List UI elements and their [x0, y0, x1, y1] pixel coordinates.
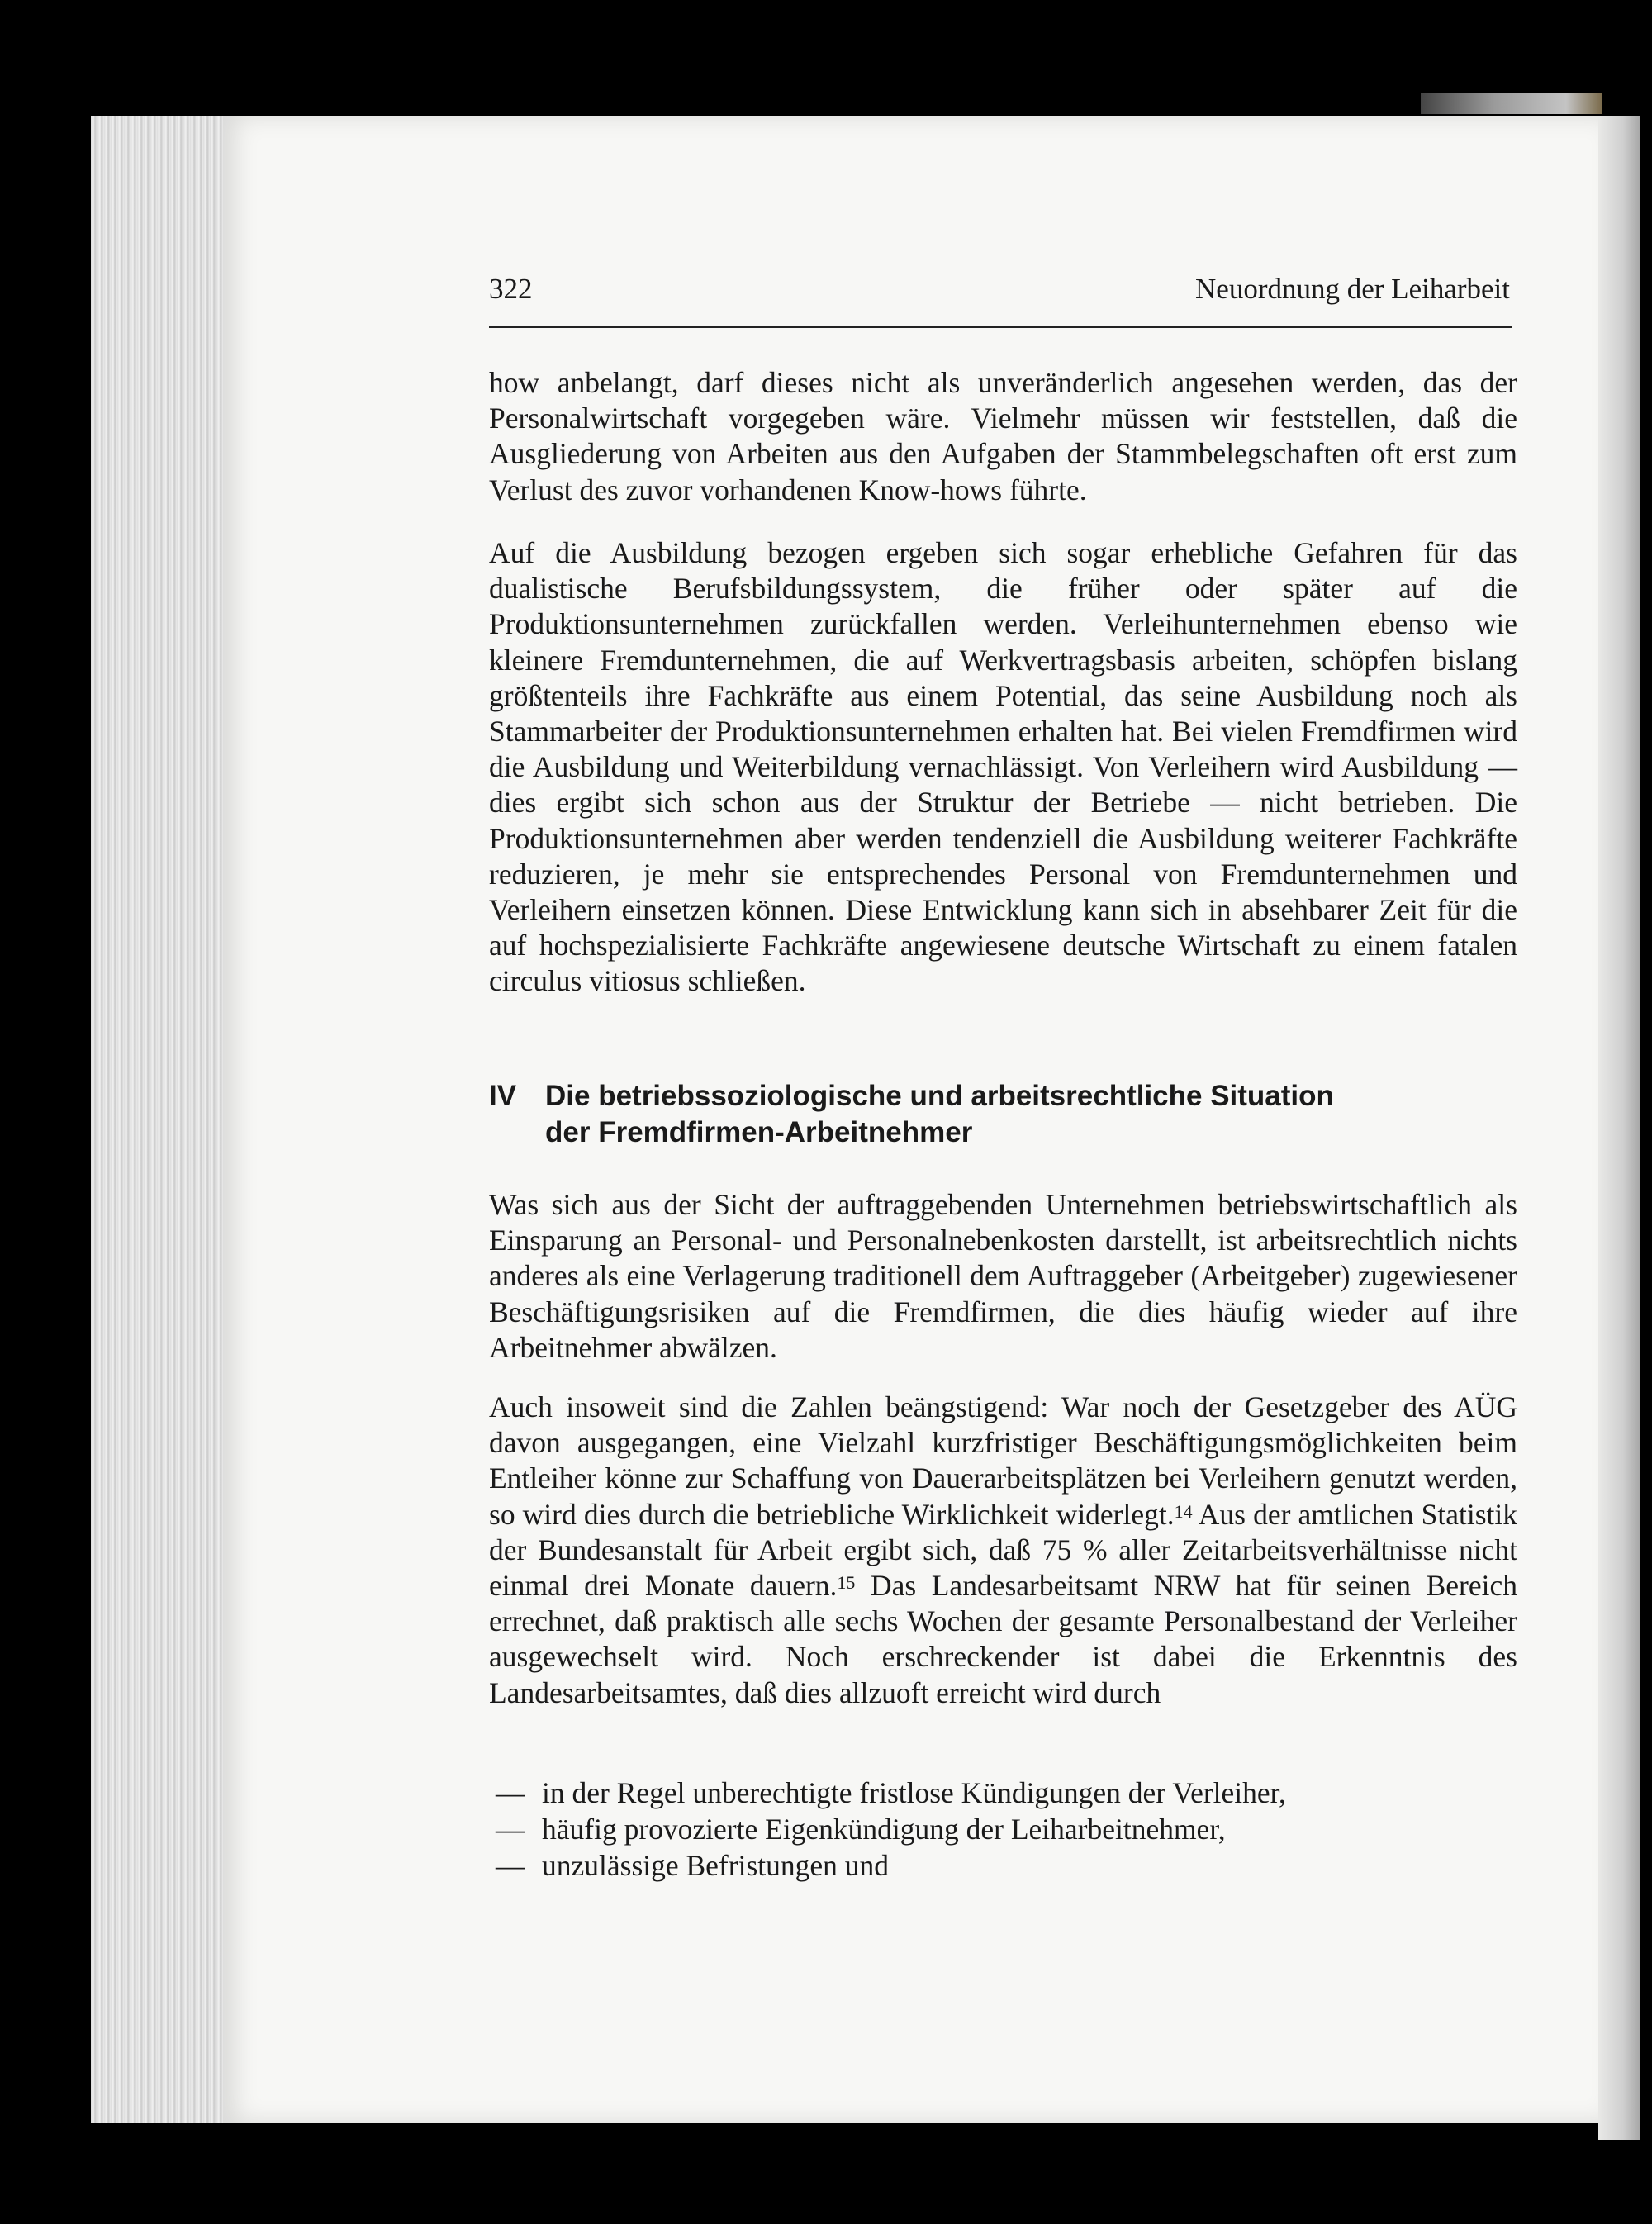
chapter-title: Neuordnung der Leiharbeit	[1195, 273, 1510, 305]
paragraph-1: how anbelangt, darf dieses nicht als unveränderlich angesehen werden, das der Personalwirtschaft vorgegeben wäre. Vielmehr müssen wir feststellen, daß die Ausgliederung von Arbeiten aus den Aufgaben der Stammbelegschaften oft erst zum Verlust des zuvor vorhandenen Know-hows führte.	[489, 366, 1517, 506]
paragraph-3: Was sich aus der Sicht der auftraggebenden Unternehmen betriebswirtschaftlich als Einsparung an Personal- und Personalnebenkosten darstellt, ist arbeitsrechtlich nichts anderes als eine Verlagerung traditionell dem Auftraggeber (Arbeitgeber) zugewiesener Beschäftigungsrisiken auf die Fremdfirmen, die dies häufig wieder auf ihre Arbeitnehmer abwälzen.	[489, 1188, 1517, 1364]
running-head	[489, 268, 1512, 328]
book-spine-edge	[1421, 93, 1602, 114]
paragraph-4-text-1: Auch insoweit sind die Zahlen beängstigend: War noch der Gesetzgeber des AÜG davon ausgegangen, eine Vielzahl kurzfristiger Beschäftigungsmöglichkeiten beim Entleiher könne zur Schaffung von Dauerarbeitsplätzen bei Verleihern genutzt werden, so wird dies durch die betriebliche Wirklichkeit widerlegt.	[489, 1390, 1517, 1531]
list-item: — häufig provozierte Eigenkündigung der Leiharbeitnehmer,	[496, 1811, 1517, 1847]
section-number: IV	[489, 1080, 517, 1112]
page-number: 322	[489, 273, 533, 305]
paragraph-4-text-3: Das Landesarbeitsamt NRW hat für seinen Bereich errechnet, daß praktisch alle sechs Wochen der gesamte Personalbestand der Verleiher ausgewechselt wird. Noch erschreckender ist dabei die Erkenntnis des Landesarbeitsamtes, daß dies allzuoft erreicht wird durch	[489, 1569, 1518, 1709]
paragraph-4	[489, 1390, 1517, 1711]
paragraph-2: Auf die Ausbildung bezogen ergeben sich sogar erhebliche Gefahren für das dualistische Berufsbildungssystem, die früher oder später auf die Produktionsunternehmen zurückfallen werden. Verleihunternehmen ebenso wie kleinere Fremdunternehmen, die auf Werkvertragsbasis arbeiten, schöpfen bislang größtenteils ihre Fachkräfte aus einem Potential, das seine Ausbildung noch als Stammarbeiter der Produktionsunternehmen erhalten hat. Bei vielen Fremdfirmen wird die Ausbildung und Weiterbildung vernachlässigt. Von Verleihern wird Ausbildung — dies ergibt sich schon aus der Struktur der Betriebe — nicht betrieben. Die Produktionsunternehmen aber werden tendenziell die Ausbildung weiterer Fachkräfte reduzieren, je mehr sie entsprechendes Personal von Fremdunternehmen und Verleihern einsetzen können. Diese Entwicklung kann sich in absehbarer Zeit für die auf hochspezialisierte Fachkräfte angewiesene deutsche Wirtschaft zu einem fatalen circulus vitiosus schließen.	[489, 536, 1517, 998]
section-title-line-2: der Fremdfirmen-Arbeitnehmer	[545, 1116, 973, 1148]
footnote-ref-14: 14	[1174, 1500, 1193, 1522]
section-title	[545, 1078, 1454, 1151]
book-right-edge	[1598, 116, 1640, 2140]
section-title-line-1: Die betriebssoziologische und arbeitsrechtliche Situation	[545, 1080, 1334, 1112]
list-item: — in der Regel unberechtigte fristlose Kündigungen der Verleiher,	[496, 1775, 1517, 1811]
list-item: — unzulässige Befristungen und	[496, 1847, 1517, 1884]
paragraph-4-text-2: Aus der amtlichen Statistik der Bundesanstalt für Arbeit ergibt sich, daß 75 % aller Zeitarbeitsverhältnisse nicht einmal drei Monate dauern.	[489, 1497, 1517, 1603]
footnote-ref-15: 15	[837, 1572, 856, 1594]
dash-list	[496, 1775, 1517, 1884]
